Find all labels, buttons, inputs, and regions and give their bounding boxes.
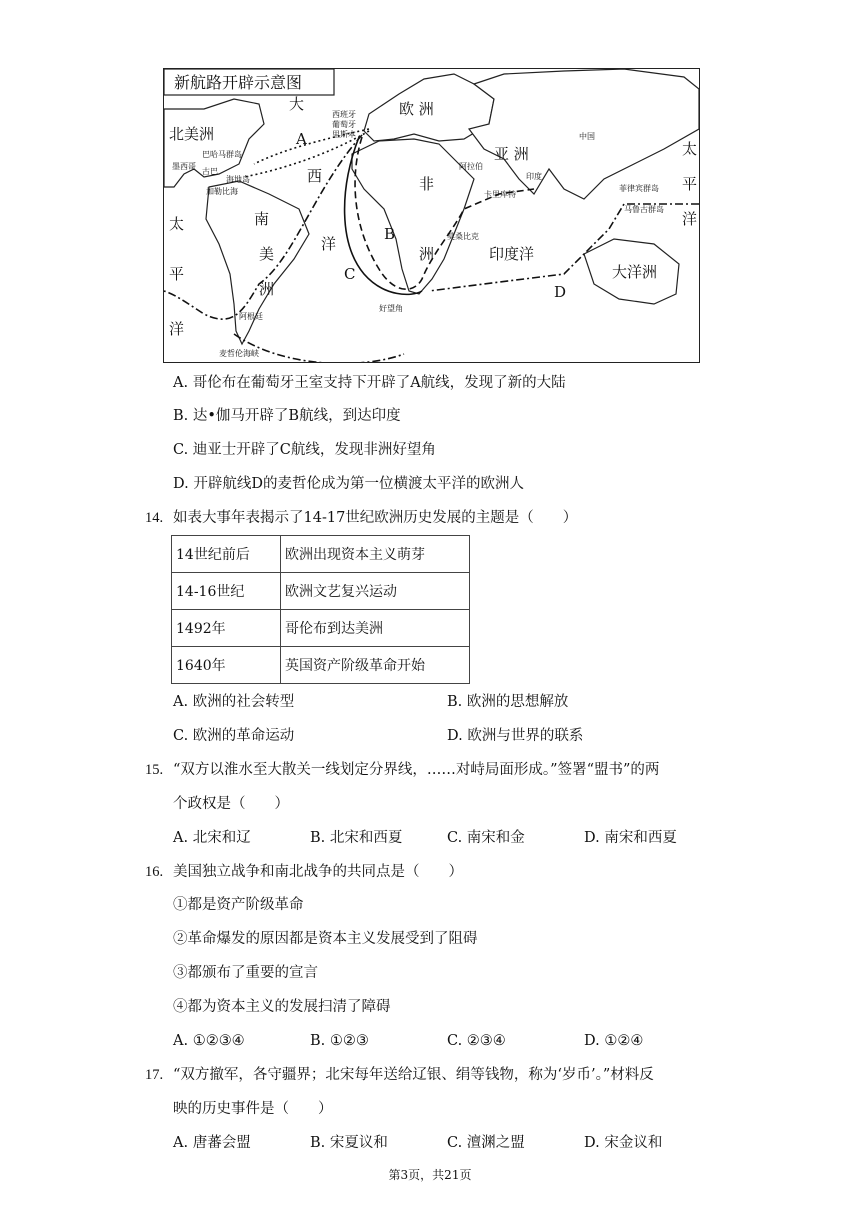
- q14-option-a[interactable]: A. 欧洲的社会转型: [173, 694, 295, 710]
- route-a-label: A: [296, 130, 307, 148]
- mozambique-label: 莫桑比克: [447, 232, 479, 241]
- q14-stem: 如表大事年表揭示了14-17世纪欧洲历史发展的主题是（ ）: [173, 510, 578, 526]
- table-cell: 14世纪前后: [172, 536, 281, 573]
- south-america-label-2: 美: [259, 245, 275, 263]
- table-cell: 1640年: [172, 647, 281, 684]
- q16-option-b[interactable]: B. ①②③: [310, 1033, 369, 1049]
- q15-stem-line2: 个政权是（ ）: [173, 796, 289, 812]
- q15-option-a[interactable]: A. 北宋和辽: [173, 830, 251, 846]
- q14-option-c[interactable]: C. 欧洲的革命运动: [173, 728, 295, 744]
- q17-option-d[interactable]: D. 宋金议和: [584, 1135, 663, 1151]
- q17-option-b[interactable]: B. 宋夏议和: [310, 1135, 388, 1151]
- india-label: 印度: [526, 172, 542, 181]
- table-cell: 英国资产阶级革命开始: [281, 647, 470, 684]
- indian-ocean-label: 印度洋: [489, 245, 535, 263]
- route-map: [163, 68, 700, 363]
- q17-stem-line1: “双方撤军，各守疆界；北宋每年送给辽银、绢等钱物，称为‘岁币’。”材料反: [173, 1067, 654, 1083]
- table-row: [172, 573, 470, 610]
- q13-option-d[interactable]: D. 开辟航线D的麦哲伦成为第一位横渡太平洋的欧洲人: [173, 476, 524, 492]
- table-cell: 欧洲文艺复兴运动: [281, 573, 470, 610]
- africa-land: [352, 139, 474, 294]
- atlantic-label-1: 大: [289, 95, 305, 113]
- route-c-label: C: [344, 265, 356, 283]
- q17-stem-line2: 映的历史事件是（ ）: [173, 1101, 333, 1117]
- q16-stem: 美国独立战争和南北战争的共同点是（ ）: [173, 864, 463, 880]
- q15-number: 15.: [145, 762, 164, 778]
- africa-label-2: 洲: [419, 245, 435, 263]
- caribbean-label: 加勒比海: [206, 187, 238, 196]
- q16-option-a[interactable]: A. ①②③④: [173, 1033, 245, 1049]
- route-d-label: D: [554, 283, 567, 301]
- europe-label: 欧 洲: [399, 100, 434, 118]
- q14-option-b[interactable]: B. 欧洲的思想解放: [447, 694, 569, 710]
- pacific-east-label-3: 洋: [682, 210, 698, 228]
- atlantic-label-2: 西: [307, 167, 323, 185]
- calicut-label: 卡里库特: [484, 190, 516, 199]
- pacific-west-label-1: 太: [169, 215, 185, 233]
- asia-label: 亚 洲: [494, 145, 529, 163]
- route-map-svg: [164, 69, 699, 362]
- q15-option-c[interactable]: C. 南宋和金: [447, 830, 525, 846]
- arabia-label: 阿拉伯: [459, 162, 483, 171]
- q15-option-d[interactable]: D. 南宋和西夏: [584, 830, 677, 846]
- north-america-label: 北美洲: [169, 125, 215, 143]
- q13-option-b[interactable]: B. 达•伽马开辟了B航线，到达印度: [173, 408, 401, 424]
- oceania-label: 大洋洲: [612, 263, 658, 281]
- haiti-label: 海地岛: [226, 175, 250, 184]
- south-america-label-1: 南: [254, 210, 270, 228]
- route-d-pacific: [234, 334, 404, 362]
- q13-option-a[interactable]: A. 哥伦布在葡萄牙王室支持下开辟了A航线，发现了新的大陆: [173, 375, 566, 391]
- pacific-west-label-3: 洋: [169, 320, 185, 338]
- moluccas-label: 马鲁古群岛: [624, 205, 664, 214]
- table-cell: 欧洲出现资本主义萌芽: [281, 536, 470, 573]
- china-label: 中国: [579, 132, 595, 141]
- q17-number: 17.: [145, 1067, 164, 1083]
- q16-item-1: ①都是资产阶级革命: [173, 897, 304, 913]
- q14-number: 14.: [145, 510, 164, 526]
- magellan-label: 麦哲伦海峡: [219, 349, 259, 358]
- q16-number: 16.: [145, 864, 164, 880]
- mexico-label: 墨西哥: [172, 162, 196, 171]
- map-title: 新航路开辟示意图: [174, 73, 303, 92]
- table-row: [172, 647, 470, 684]
- table-cell: 14-16世纪: [172, 573, 281, 610]
- portugal-label: 葡萄牙: [332, 120, 356, 129]
- cape-label: 好望角: [379, 304, 403, 313]
- pacific-east-label-2: 平: [682, 175, 698, 193]
- argentina-label: 阿根廷: [239, 312, 263, 321]
- q16-item-3: ③都颁布了重要的宣言: [173, 965, 318, 981]
- q16-item-4: ④都为资本主义的发展扫清了障碍: [173, 999, 391, 1015]
- q16-option-d[interactable]: D. ①②④: [584, 1033, 644, 1049]
- table-cell: 哥伦布到达美洲: [281, 610, 470, 647]
- africa-label: 非: [419, 175, 435, 193]
- philippines-label: 菲律宾群岛: [619, 184, 659, 193]
- route-b-label: B: [384, 225, 396, 243]
- q13-option-c[interactable]: C. 迪亚士开辟了C航线，发现非洲好望角: [173, 442, 436, 458]
- q14-event-table: [171, 535, 470, 684]
- cuba-label: 古巴: [202, 167, 218, 176]
- table-cell: 1492年: [172, 610, 281, 647]
- q16-item-2: ②革命爆发的原因都是资本主义发展受到了阻碍: [173, 931, 478, 947]
- page-footer: 第3页，共21页: [388, 1168, 472, 1182]
- pacific-west-label-2: 平: [169, 265, 185, 283]
- lisbon-label: 里斯本: [332, 130, 356, 139]
- table-row: [172, 536, 470, 573]
- table-row: [172, 610, 470, 647]
- south-america-label-3: 洲: [259, 280, 275, 298]
- q14-option-d[interactable]: D. 欧洲与世界的联系: [447, 728, 584, 744]
- spain-label: 西班牙: [332, 110, 356, 119]
- q15-option-b[interactable]: B. 北宋和西夏: [310, 830, 403, 846]
- q17-option-a[interactable]: A. 唐蕃会盟: [173, 1135, 251, 1151]
- q15-stem-line1: “双方以淮水至大散关一线划定分界线，……对峙局面形成。”签署“盟书”的两: [173, 762, 660, 778]
- q16-option-c[interactable]: C. ②③④: [447, 1033, 506, 1049]
- bahamas-label: 巴哈马群岛: [202, 150, 242, 159]
- q17-option-c[interactable]: C. 澶渊之盟: [447, 1135, 525, 1151]
- atlantic-label-3: 洋: [321, 235, 337, 253]
- pacific-east-label-1: 太: [682, 140, 698, 158]
